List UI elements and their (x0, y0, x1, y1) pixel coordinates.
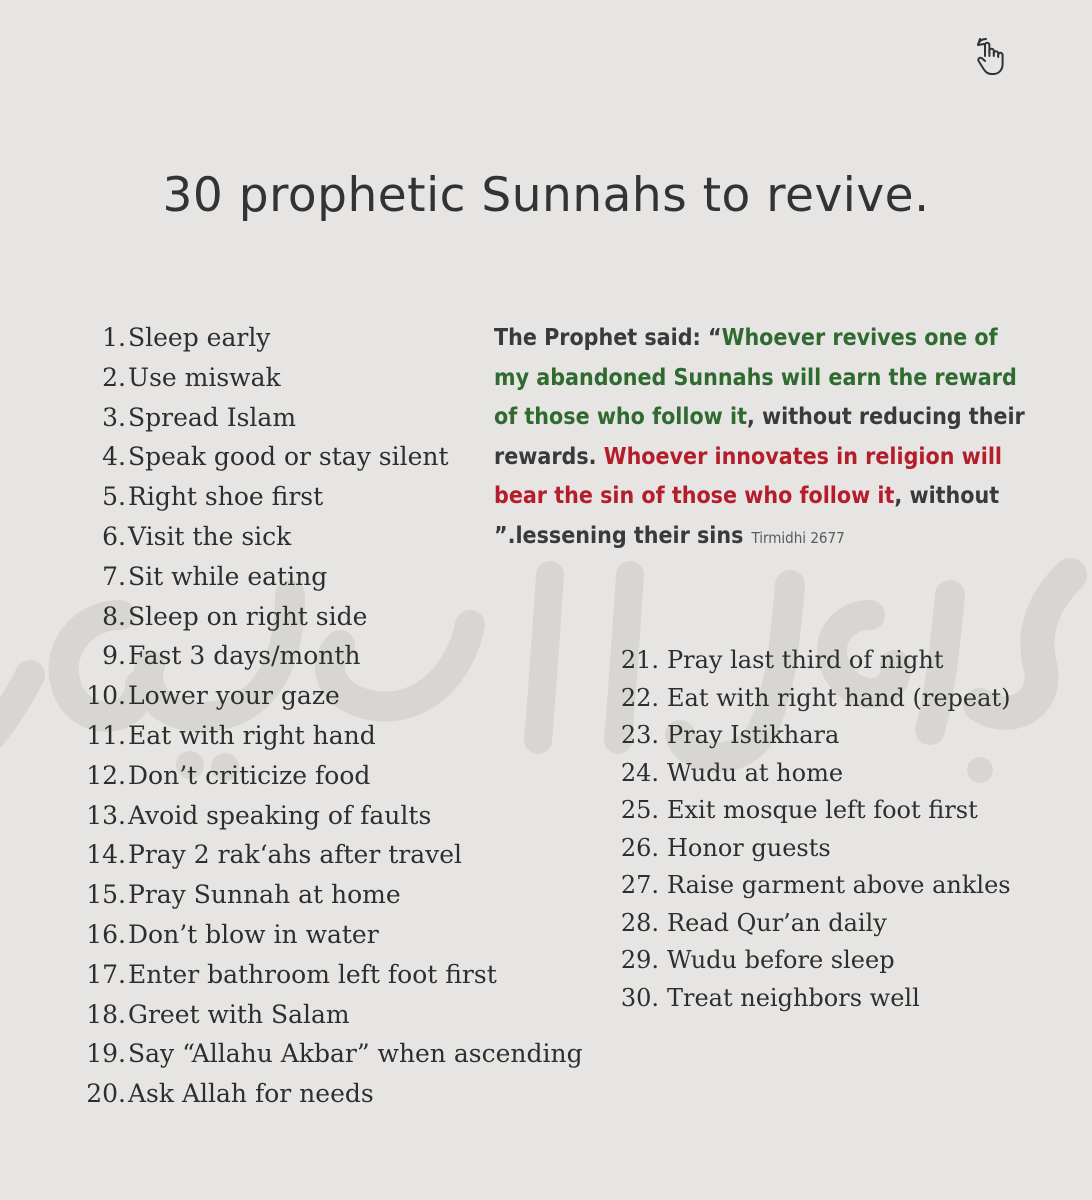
item-text: Eat with right hand (128, 720, 376, 750)
item-text: Sleep early (128, 323, 271, 352)
list-item (617, 905, 1011, 943)
item-text: Don’t blow in water (128, 919, 379, 949)
item-text: Enter bathroom left foot first (128, 959, 497, 989)
item-text: Spread Islam (128, 402, 297, 432)
list-item (74, 796, 583, 836)
hadith-green-text: Whoever revives one of (721, 325, 998, 351)
item-number: 21. (620, 646, 659, 674)
list-item (74, 358, 583, 398)
hadith-reference: Tirmidhi 2677 (751, 528, 845, 547)
item-number: 10. (86, 681, 126, 711)
list-item (74, 756, 583, 796)
item-number: 25. (620, 796, 659, 824)
item-text: Greet with Salam (128, 999, 350, 1029)
list-item (617, 980, 1011, 1018)
list-item (74, 517, 583, 557)
hadith-dark-text: ”.lessening their sins (494, 522, 744, 549)
item-text: Wudu at home (667, 758, 844, 787)
list-item (74, 915, 583, 955)
hadith-dark-text: rewards. (494, 443, 604, 470)
item-text: Sleep on right side (128, 601, 368, 631)
item-text: Visit the sick (128, 521, 292, 551)
hadith-dark-text: , without reducing their (746, 404, 1025, 430)
item-text: Right shoe first (128, 482, 324, 512)
item-number: 17. (86, 959, 126, 989)
list-item (74, 716, 583, 756)
hadith-dark-text: , without (894, 483, 1000, 509)
list-item (617, 830, 1011, 868)
item-number: 23. (620, 721, 659, 749)
item-text: Wudu before sleep (667, 946, 895, 974)
item-number: 7. (102, 561, 126, 591)
sunnah-list-left (74, 318, 583, 1114)
item-number: 6. (102, 521, 126, 551)
list-item (74, 1034, 583, 1074)
list-item (617, 717, 1011, 755)
item-number: 18. (86, 999, 126, 1029)
list-item (74, 437, 583, 477)
list-item (74, 955, 583, 995)
list-item (74, 875, 583, 915)
item-number: 3. (102, 402, 126, 432)
item-text: Sit while eating (128, 561, 328, 591)
list-item (74, 477, 583, 517)
list-item (617, 942, 1011, 980)
list-item (74, 636, 583, 676)
item-number: 22. (620, 683, 659, 712)
item-text: Pray 2 rak‘ahs after travel (128, 840, 463, 870)
item-number: 30. (620, 983, 659, 1012)
item-text: Use miswak (128, 362, 281, 392)
item-number: 26. (620, 833, 659, 862)
list-item (617, 792, 1011, 830)
item-number: 29. (620, 946, 659, 974)
item-text: Ask Allah for needs (128, 1079, 374, 1109)
page-title: 30 prophetic Sunnahs to revive. (162, 168, 930, 223)
item-text: Exit mosque left foot first (667, 796, 978, 824)
list-item (617, 755, 1011, 793)
list-item (617, 680, 1011, 718)
item-number: 19. (86, 1039, 126, 1069)
item-number: 8. (102, 601, 126, 631)
item-number: 14. (86, 840, 126, 870)
item-number: 4. (102, 442, 126, 472)
item-text: Pray last third of night (667, 646, 944, 674)
item-number: 24. (620, 758, 659, 787)
item-text: Pray Istikhara (667, 721, 840, 749)
list-item (617, 867, 1011, 905)
item-number: 1. (102, 323, 126, 352)
item-number: 11. (86, 720, 126, 750)
item-number: 12. (86, 760, 126, 790)
hadith-intro: The Prophet said: “ (494, 325, 722, 351)
sunnah-list-right (617, 642, 1011, 1017)
item-text: Honor guests (667, 833, 831, 862)
hadith-green-text: of those who follow it (494, 404, 747, 430)
item-number: 15. (86, 880, 126, 910)
item-text: Read Qur’an daily (667, 908, 887, 937)
item-text: Speak good or stay silent (128, 442, 449, 472)
item-text: Avoid speaking of faults (128, 800, 432, 830)
item-text: Lower your gaze (128, 681, 340, 711)
item-number: 28. (620, 908, 659, 937)
item-number: 5. (102, 482, 126, 512)
item-text: Pray Sunnah at home (128, 880, 401, 910)
item-text: Raise garment above ankles (667, 871, 1011, 899)
item-text: Eat with right hand (repeat) (667, 683, 1011, 712)
hadith-red-text: Whoever innovates in religion will (603, 443, 1003, 470)
list-item (74, 557, 583, 597)
hadith-red-text: bear the sin of those who follow it (494, 483, 895, 509)
list-item (74, 1074, 583, 1114)
list-item (74, 995, 583, 1035)
item-number: 13. (86, 800, 126, 830)
item-text: Treat neighbors well (667, 983, 920, 1012)
item-number: 2. (102, 362, 126, 392)
list-item (74, 318, 583, 358)
item-number: 16. (86, 919, 126, 949)
swipe-hand-icon (972, 36, 1016, 80)
item-number: 20. (86, 1079, 126, 1109)
list-item (74, 835, 583, 875)
list-item (617, 642, 1011, 680)
item-number: 27. (620, 871, 659, 899)
list-item (74, 676, 583, 716)
list-item (74, 597, 583, 637)
item-text: Don’t criticize food (128, 760, 371, 790)
item-number: 9. (102, 641, 126, 671)
item-text: Say “Allahu Akbar” when ascending (128, 1039, 583, 1069)
hadith-line-2: my abandoned Sunnahs will earn the reward (494, 364, 1017, 391)
item-text: Fast 3 days/month (128, 641, 361, 671)
list-item (74, 398, 583, 438)
